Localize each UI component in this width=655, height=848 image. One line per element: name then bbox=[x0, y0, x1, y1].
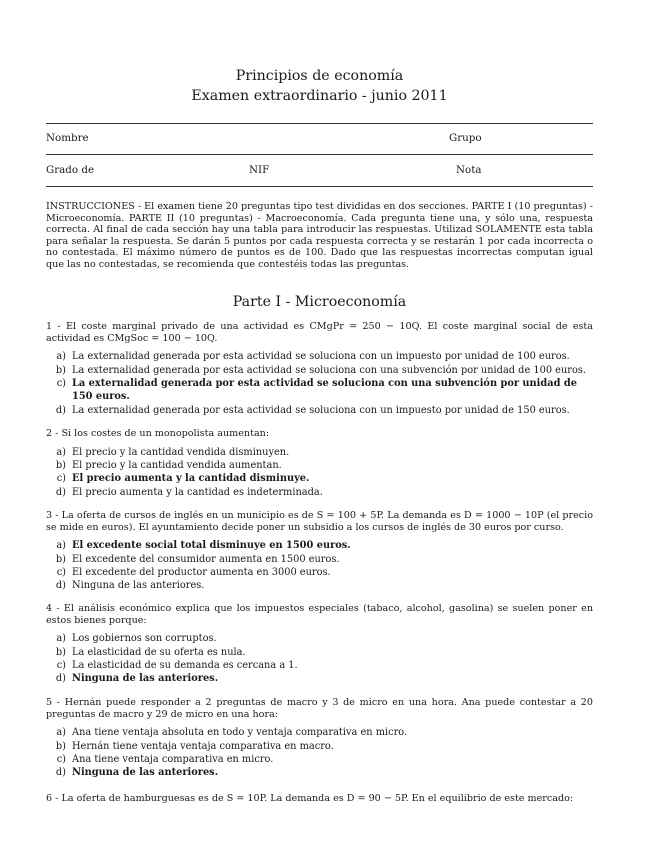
question-stem: 2 - Si los costes de un monopolista aumentan: bbox=[46, 428, 270, 439]
course-title: Principios de economía bbox=[235, 68, 404, 84]
option-a bbox=[46, 446, 593, 459]
option-text: El precio y la cantidad vendida aumentan. bbox=[72, 460, 282, 471]
divider-top bbox=[46, 123, 593, 124]
grado-label: Grado de bbox=[46, 164, 95, 176]
option-letter: a) bbox=[56, 351, 66, 363]
option-text: El precio y la cantidad vendida disminuyen. bbox=[72, 446, 290, 458]
option-text: El excedente social total disminuye en 1500 euros. bbox=[72, 540, 351, 552]
option-a bbox=[46, 726, 593, 739]
option-c bbox=[46, 377, 593, 404]
options-list bbox=[46, 446, 593, 499]
question-stem: 5 - Hernán puede responder a 2 preguntas de macro y 3 de micro en una hora. Ana puede contestar a 20 preguntas de macro y 29 de micro en una hora: bbox=[46, 697, 593, 720]
option-c bbox=[46, 753, 593, 766]
option-letter: b) bbox=[55, 460, 66, 471]
question-stem: 1 - El coste marginal privado de una actividad es CMgPr = 250 − 10Q. El coste marginal social de esta actividad es CMgSoc = 100 − 10Q. bbox=[46, 321, 593, 344]
option-text: Ninguna de las anteriores. bbox=[72, 580, 205, 592]
option-a bbox=[46, 350, 593, 363]
question-stem: 6 - La oferta de hamburguesas es de S = 10P. La demanda es D = 90 − 5P. En el equilibrio de este mercado: bbox=[46, 793, 574, 804]
option-text: Los gobiernos son corruptos. bbox=[72, 633, 217, 645]
exam-header bbox=[46, 66, 593, 106]
question-stem: 3 - La oferta de cursos de inglés en un municipio es de S = 100 + 5P. La demanda es D = 1000 − 10P (el precio se mide en euros). El ayuntamiento decide poner un subsidio a los cursos de inglés de 30 euros por curso. bbox=[46, 510, 593, 533]
option-letter: d) bbox=[55, 767, 66, 779]
option-d bbox=[46, 404, 593, 417]
option-d bbox=[46, 579, 593, 592]
option-letter: b) bbox=[55, 740, 66, 752]
option-text: Hernán tiene ventaja ventaja comparativa en macro. bbox=[72, 740, 334, 752]
nombre-label: Nombre bbox=[46, 132, 89, 144]
option-c bbox=[46, 472, 593, 485]
option-letter: d) bbox=[55, 580, 66, 592]
option-b bbox=[46, 740, 593, 753]
options-list bbox=[46, 632, 593, 685]
question-6 bbox=[46, 793, 593, 805]
option-letter: c) bbox=[56, 754, 66, 765]
option-letter: a) bbox=[56, 540, 66, 552]
option-b bbox=[46, 364, 593, 377]
option-b bbox=[46, 646, 593, 659]
option-d bbox=[46, 766, 593, 779]
nif-label: NIF bbox=[249, 164, 270, 176]
exam-title: Examen extraordinario - junio 2011 bbox=[191, 88, 448, 104]
option-c bbox=[46, 659, 593, 672]
option-b bbox=[46, 553, 593, 566]
instructions-paragraph: INSTRUCCIONES - El examen tiene 20 preguntas tipo test divididas en dos secciones. PARTE I (10 preguntas) - Microeconomía. PARTE II (10 preguntas) - Macroeconomía. Cada pregunta tiene una, y sólo una, respuesta correcta. Al final de cada sección hay una tabla para introducir las respuestas. Utilizad SOLAMENTE esta tabla para señalar la respuesta. Se darán 5 puntos por cada respuesta correcta y se restarán 1 por cada incorrecta o no contestada. El máximo número de puntos es de 100. Dado que las respuestas incorrectas computan igual que las no contestadas, se recomienda que contestéis todas las preguntas. bbox=[46, 201, 593, 270]
option-d bbox=[46, 672, 593, 685]
option-letter: c) bbox=[56, 378, 66, 389]
divider-middle bbox=[46, 154, 593, 155]
option-letter: c) bbox=[56, 567, 66, 578]
option-d bbox=[46, 486, 593, 499]
option-letter: b) bbox=[55, 646, 66, 658]
question-4 bbox=[46, 603, 593, 686]
option-letter: a) bbox=[56, 446, 66, 458]
option-text: La externalidad generada por esta actividad se soluciona con un impuesto por unidad de 100 euros. bbox=[72, 351, 570, 363]
option-c bbox=[46, 566, 593, 579]
option-letter: d) bbox=[55, 404, 66, 416]
question-1 bbox=[46, 321, 593, 417]
option-text: La externalidad generada por esta actividad se soluciona con una subvención por unidad de 100 euros. bbox=[72, 364, 587, 376]
option-text: El precio aumenta y la cantidad es indeterminada. bbox=[72, 486, 323, 498]
option-letter: d) bbox=[55, 673, 66, 685]
option-text: La elasticidad de su oferta es nula. bbox=[72, 646, 246, 658]
option-text: Ana tiene ventaja comparativa en micro. bbox=[72, 754, 274, 765]
section-title: Parte I - Microeconomía bbox=[232, 294, 407, 310]
option-letter: c) bbox=[56, 473, 66, 485]
option-text: El excedente del productor aumenta en 3000 euros. bbox=[72, 567, 331, 578]
option-text: Ana tiene ventaja absoluta en todo y ventaja comparativa en micro. bbox=[72, 727, 408, 739]
nota-label: Nota bbox=[456, 164, 482, 176]
option-text: Ninguna de las anteriores. bbox=[72, 767, 219, 779]
option-b bbox=[46, 459, 593, 472]
option-letter: b) bbox=[55, 553, 66, 565]
option-text: La elasticidad de su demanda es cercana a 1. bbox=[72, 660, 298, 671]
options-list bbox=[46, 350, 593, 416]
option-letter: d) bbox=[55, 486, 66, 498]
question-stem: 4 - El análisis económico explica que los impuestos especiales (tabaco, alcohol, gasolina) se suelen poner en estos bienes porque: bbox=[46, 603, 593, 626]
options-list bbox=[46, 726, 593, 779]
question-3 bbox=[46, 510, 593, 593]
question-5 bbox=[46, 697, 593, 780]
option-letter: c) bbox=[56, 660, 66, 671]
grupo-label: Grupo bbox=[449, 132, 482, 144]
option-a bbox=[46, 632, 593, 645]
option-letter: a) bbox=[56, 727, 66, 739]
option-text: La externalidad generada por esta actividad se soluciona con una subvención por unidad de 150 euros. bbox=[72, 378, 577, 403]
option-letter: a) bbox=[56, 633, 66, 645]
option-text: El excedente del consumidor aumenta en 1500 euros. bbox=[72, 553, 340, 565]
option-text: La externalidad generada por esta actividad se soluciona con un impuesto por unidad de 150 euros. bbox=[72, 404, 570, 416]
option-letter: b) bbox=[55, 364, 66, 376]
divider-bottom bbox=[46, 186, 593, 187]
options-list bbox=[46, 539, 593, 592]
option-text: Ninguna de las anteriores. bbox=[72, 673, 219, 685]
question-2 bbox=[46, 428, 593, 499]
option-text: El precio aumenta y la cantidad disminuye. bbox=[72, 473, 310, 485]
option-a bbox=[46, 539, 593, 552]
